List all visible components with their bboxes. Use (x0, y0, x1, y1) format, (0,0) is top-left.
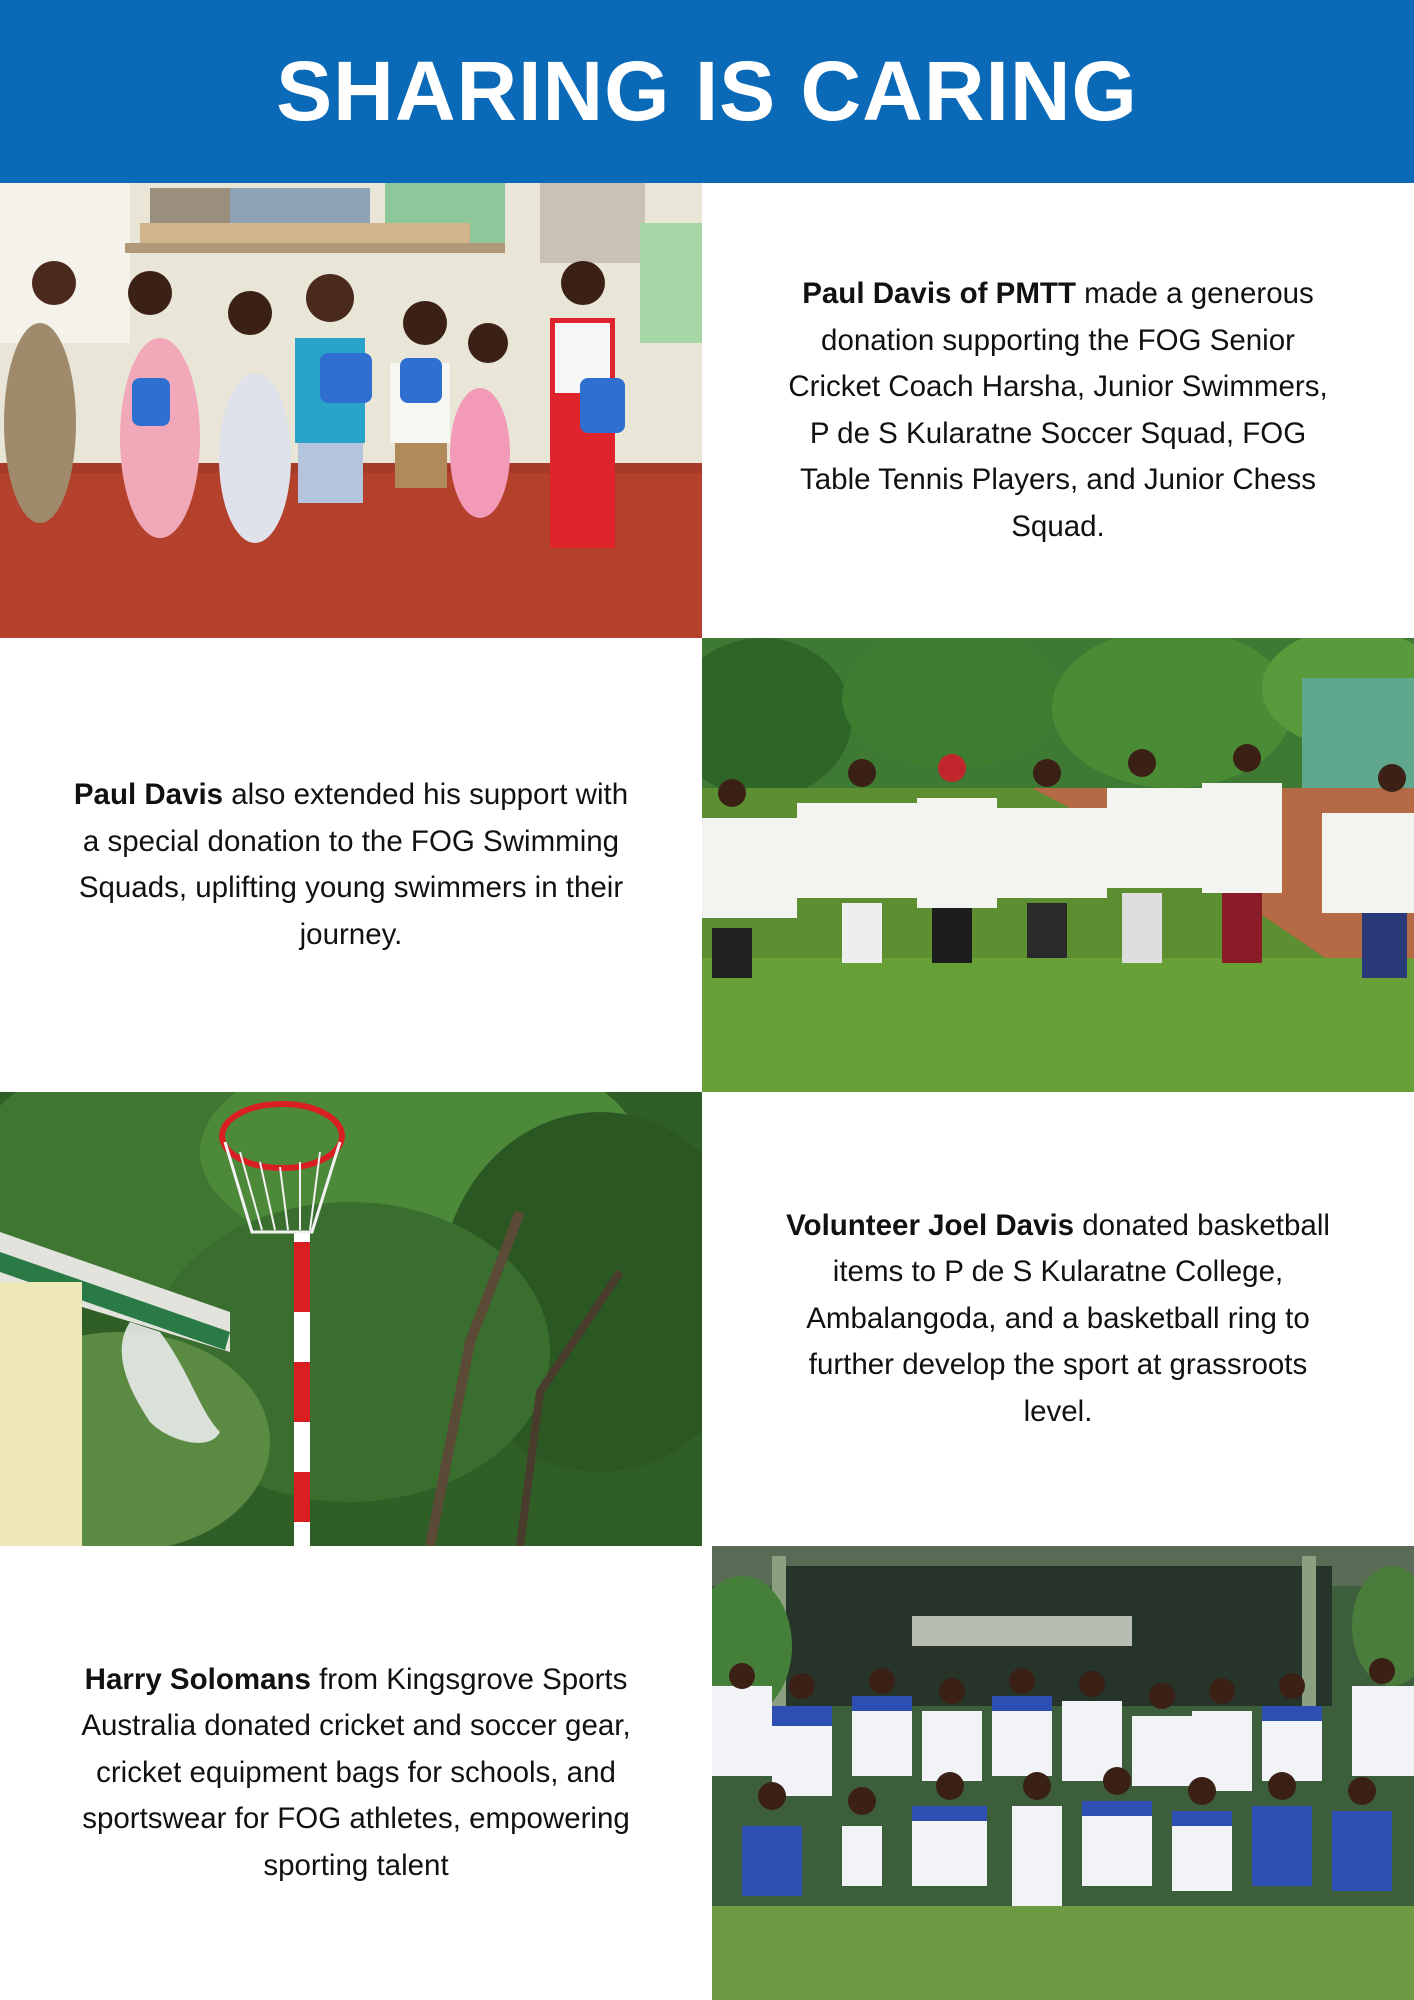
text-block-3 (702, 1092, 1414, 1546)
donor-name: Harry Solomans (84, 1662, 311, 1696)
donor-name: Volunteer Joel Davis (786, 1208, 1075, 1242)
donation-description: donated basketball items to P de S Kularatne College, Ambalangoda, and a basketball ring to further develop the sport at grassroots level. (806, 1208, 1330, 1428)
photo-team-group (712, 1546, 1414, 2000)
photo-boys-holding-shirts (702, 638, 1414, 1092)
donor-name: Paul Davis of PMTT (802, 277, 1076, 310)
donation-description: also extended his support with a special donation to the FOG Swimming Squads, uplifting young swimmers in their journey. (78, 778, 629, 951)
text-block-2 (0, 638, 702, 1092)
text-block-4 (0, 1546, 712, 2000)
page-title: SHARING IS CARING (276, 44, 1138, 138)
donation-description: from Kingsgrove Sports Australia donated cricket and soccer gear, cricket equipment bags for schools, and sportswear for FOG athletes, empowering sporting talent (81, 1662, 631, 1882)
page-header (0, 0, 1414, 183)
photo-children-with-shoes (0, 183, 702, 638)
photo-basketball-ring (0, 1092, 702, 1546)
donor-name: Paul Davis (73, 778, 224, 811)
donation-description: made a generous donation supporting the FOG Senior Cricket Coach Harsha, Junior Swimmers, P de S Kularatne Soccer Squad, FOG Table Tennis Players, and Junior Chess Squad. (788, 277, 1328, 543)
text-block-1 (702, 183, 1414, 638)
